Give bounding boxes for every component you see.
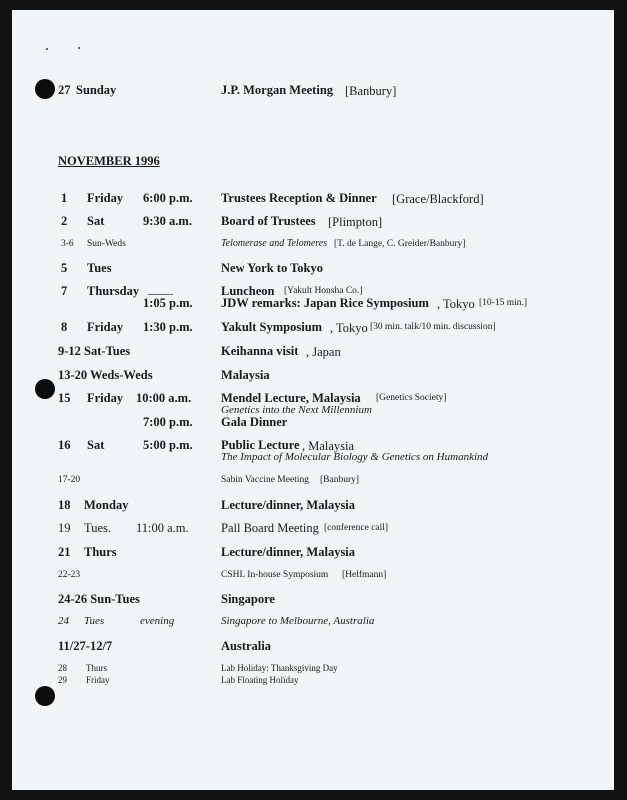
entry-time: 6:00 p.m. [143, 191, 193, 205]
entry-title: CSHL In-house Symposium [221, 570, 329, 580]
entry-date: 21 [58, 545, 71, 559]
entry-title: Telomerase and Telomeres [221, 238, 328, 249]
entry-title: Public Lecture [221, 438, 300, 452]
entry-date: 17-20 [58, 475, 81, 485]
entry-day: Friday [87, 191, 124, 205]
entry-title: New York to Tokyo [221, 261, 323, 275]
entry-note: [T. de Lange, C. Greider/Banbury] [334, 239, 466, 249]
entry-time: 9:30 a.m. [143, 214, 192, 228]
entry-time-2: 7:00 p.m. [143, 415, 193, 429]
entry-day: Thurs [86, 663, 107, 673]
speck [78, 47, 80, 49]
punch-hole-top [35, 79, 55, 99]
entry-date: 11/27-12/7 [58, 639, 113, 653]
entry-note-2: [10-15 min.] [479, 298, 528, 308]
entry-date: 2 [61, 214, 68, 228]
entry-location: , Japan [306, 345, 341, 359]
entry-title: Lab Floating Holiday [221, 675, 299, 685]
entry-location-2: , Tokyo [437, 297, 475, 311]
entry-day: Monday [84, 498, 129, 512]
entry-date: 22-23 [58, 570, 81, 580]
entry-title-2: Gala Dinner [221, 415, 288, 429]
entry-date: 16 [58, 438, 71, 452]
entry-day: Sat [87, 438, 105, 452]
entry-date: 7 [61, 284, 68, 298]
month-heading: NOVEMBER 1996 [58, 154, 160, 168]
header-place: [Banbury] [345, 84, 397, 98]
entry-date: 8 [61, 320, 68, 334]
entry-day: Friday [86, 675, 110, 685]
entry-date-days: 24-26 Sun-Tues [58, 592, 140, 606]
entry-title: Sabin Vaccine Meeting [221, 475, 309, 485]
entry-location: , Tokyo [330, 321, 368, 335]
entry-title: Malaysia [221, 368, 270, 382]
entry-day: Thurs [84, 545, 117, 559]
entry-title: Luncheon [221, 284, 275, 298]
entry-time: evening [140, 615, 175, 627]
entry-note: [Yakult Honsha Co.] [284, 286, 363, 296]
entry-date-days: 13-20 Weds-Weds [58, 368, 153, 382]
entry-date: 28 [58, 663, 67, 673]
punch-hole-middle [35, 379, 55, 399]
entry-note: [30 min. talk/10 min. discussion] [370, 322, 496, 332]
entry-title-2: JDW remarks: Japan Rice Symposium [221, 296, 429, 310]
entry-day: Friday [87, 391, 124, 405]
entry-date: 3-6 [61, 239, 74, 249]
entry-day: Sun-Weds [87, 239, 126, 249]
entry-time: 10:00 a.m. [136, 391, 192, 405]
entry-date: 29 [58, 675, 67, 685]
entry-date: 24 [58, 615, 69, 627]
punch-hole-bottom [35, 686, 55, 706]
entry-title: Lab Holiday: Thanksgiving Day [221, 663, 338, 673]
entry-date-days: 9-12 Sat-Tues [58, 344, 131, 358]
entry-date: 15 [58, 391, 71, 405]
entry-title: Keihanna visit [221, 344, 299, 358]
entry-date: 5 [61, 261, 68, 275]
header-title: J.P. Morgan Meeting [221, 83, 334, 97]
entry-day: Sat [87, 214, 105, 228]
entry-note: [Banbury] [320, 475, 360, 485]
entry-day: Tues [87, 261, 112, 275]
entry-title: Board of Trustees [221, 214, 316, 228]
entry-subtitle: The Impact of Molecular Biology & Genetics on Humankind [221, 451, 489, 463]
document-page [12, 10, 614, 790]
entry-note: [Genetics Society] [376, 393, 447, 403]
header-date: 27 [58, 83, 71, 97]
entry-time: 1:30 p.m. [143, 320, 193, 334]
entry-title: Mendel Lecture, Malaysia [221, 391, 361, 405]
entry-title: Yakult Symposium [221, 320, 323, 334]
entry-title: Singapore [221, 592, 275, 606]
entry-time: 5:00 p.m. [143, 438, 193, 452]
entry-date: 18 [58, 498, 71, 512]
entry-title: Trustees Reception & Dinner [221, 191, 377, 205]
entry-day: Tues [84, 615, 105, 627]
speck [46, 48, 48, 50]
entry-note: [Grace/Blackford] [392, 192, 484, 206]
entry-time-2: 1:05 p.m. [143, 296, 193, 310]
entry-title: Lecture/dinner, Malaysia [221, 545, 356, 559]
entry-date: 1 [61, 191, 68, 205]
header-day: Sunday [76, 83, 117, 97]
entry-title: Lecture/dinner, Malaysia [221, 498, 356, 512]
entry-subtitle: Genetics into the Next Millennium [221, 404, 372, 416]
entry-time: 11:00 a.m. [136, 521, 189, 535]
entry-note: [conference call] [324, 523, 389, 533]
entry-day: Friday [87, 320, 124, 334]
entry-title: Australia [221, 639, 271, 653]
entry-time-blank: ____ [148, 282, 173, 296]
entry-note: [Plimpton] [328, 215, 383, 229]
entry-date: 19 [58, 521, 71, 535]
entry-location: , Malaysia [302, 439, 355, 453]
entry-day: Tues. [84, 521, 111, 535]
entry-title: Singapore to Melbourne, Australia [221, 615, 375, 627]
entry-title: Pall Board Meeting [221, 521, 319, 535]
entry-note: [Helfmann] [342, 570, 387, 580]
entry-day: Thursday [87, 284, 140, 298]
